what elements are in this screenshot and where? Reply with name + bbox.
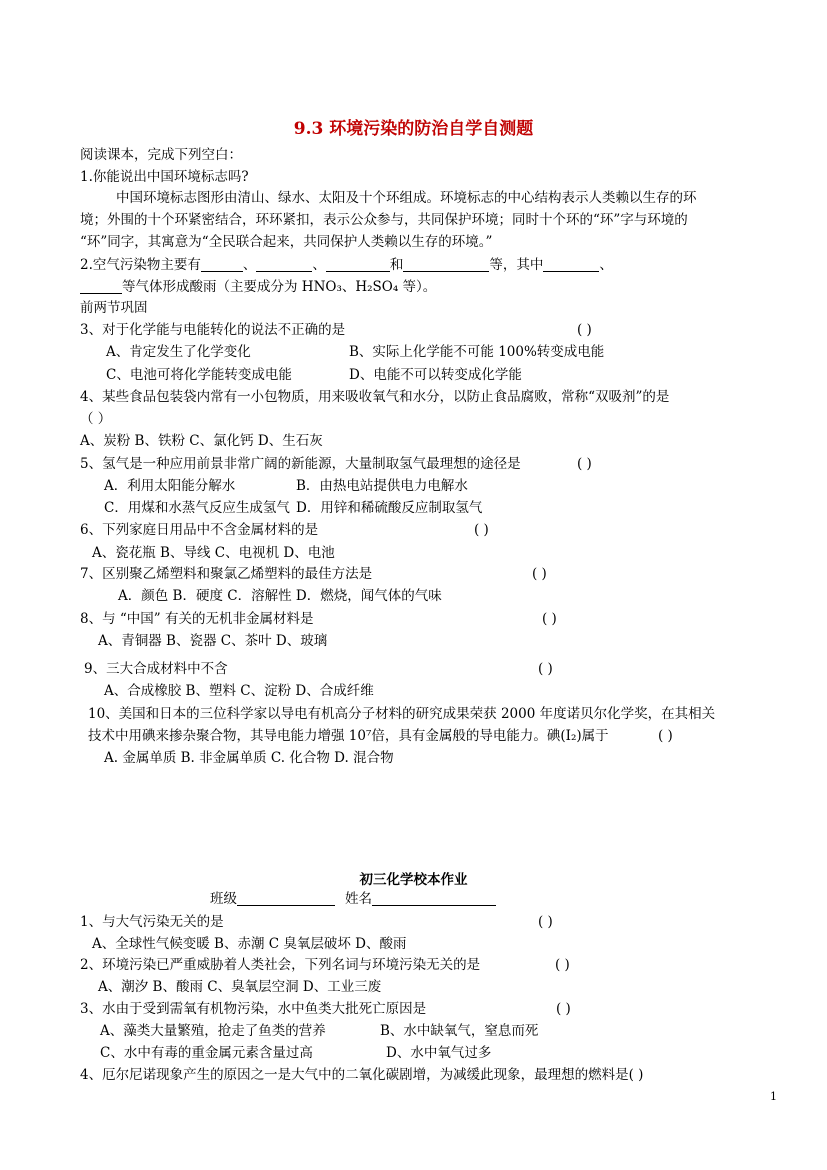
- question-5: 5、氢气是一种应用前景非常广阔的新能源，大量制取氢气最理想的途径是: [80, 456, 521, 472]
- answer-paren-9[interactable]: ( ): [538, 661, 553, 677]
- options-8: A、青铜器 B、瓷器 C、茶叶 D、玻璃: [98, 633, 328, 649]
- option-3d: D、电能不可以转变成化学能: [349, 367, 522, 383]
- option-5a: A．利用太阳能分解水: [104, 478, 236, 494]
- separator: 、: [599, 257, 613, 273]
- question-2-text-b: 等，其中: [489, 257, 544, 273]
- paragraph-line-1: 中国环境标志图形由清山、绿水、太阳及十个环组成。环境标志的中心结构表示人类赖以生存的环: [116, 190, 697, 206]
- homework-question-4: 4、厄尔尼诺现象产生的原因之一是大气中的二氧化碳剧增，为减缓此现象，最理想的燃料是( ): [80, 1067, 644, 1083]
- question-3: 3、对于化学能与电能转化的说法不正确的是: [80, 322, 346, 338]
- blank-6[interactable]: [80, 279, 122, 294]
- answer-paren-10[interactable]: ( ): [658, 728, 673, 744]
- page-number: 1: [770, 1090, 777, 1103]
- intro-text: 阅读课本，完成下列空白：: [80, 147, 242, 163]
- paragraph-line-3: “环”同字，其寓意为“全民联合起来，共同保护人类赖以生存的环境。”: [80, 234, 493, 250]
- question-2: [80, 256, 613, 274]
- blank-2[interactable]: [256, 257, 312, 272]
- homework-options-1: A、全球性气候变暖 B、赤潮 C 臭氧层破坏 D、酸雨: [92, 936, 407, 952]
- question-2-text: 2.空气污染物主要有: [80, 257, 201, 273]
- name-label: 姓名: [345, 891, 372, 907]
- homework-title: 初三化学校本作业: [359, 872, 468, 888]
- homework-options-2: A、潮汐 B、酸雨 C、臭氧层空洞 D、工业三废: [98, 979, 382, 995]
- separator: 、: [312, 257, 326, 273]
- homework-option-3b: B、水中缺氧气，窒息而死: [380, 1023, 539, 1039]
- separator: 、: [242, 257, 257, 273]
- option-5c: C．用煤和水蒸气反应生成氢气: [104, 500, 290, 516]
- option-5d: D．用锌和稀硫酸反应制取氢气: [296, 500, 483, 516]
- blank-5[interactable]: [543, 257, 599, 272]
- option-3b: B、实际上化学能不可能 100%转变成电能: [349, 344, 605, 360]
- answer-paren-7[interactable]: ( ): [532, 566, 547, 582]
- option-3a: A、肯定发生了化学变化: [106, 344, 251, 360]
- page-title: 9.3 环境污染的防治自学自测题: [293, 119, 534, 139]
- question-1: 1.你能说出中国环境标志吗?: [80, 169, 249, 185]
- question-10-line-2: 技术中用碘来掺杂聚合物，其导电能力增强 10⁷倍，具有金属般的导电能力。碘(I₂)属于: [88, 728, 609, 744]
- question-10-line-1: 10、美国和日本的三位科学家以导电有机高分子材料的研究成果荣获 2000 年度诺贝尔化学奖，在其相关: [88, 706, 716, 722]
- blank-3[interactable]: [326, 257, 390, 272]
- conjunction: 和: [389, 257, 404, 273]
- question-2-continued: [80, 278, 436, 296]
- paragraph-line-2: 境；外围的十个环紧密结合，环环紧扣，表示公众参与，共同保护环境；同时十个环的“环”字与环境的: [80, 212, 688, 228]
- blank-1[interactable]: [201, 257, 243, 272]
- answer-paren-3[interactable]: ( ): [577, 322, 592, 338]
- name-field[interactable]: [372, 891, 496, 906]
- answer-paren-8[interactable]: ( ): [542, 611, 557, 627]
- question-9: 9、三大合成材料中不含: [84, 661, 228, 677]
- answer-paren-5[interactable]: ( ): [577, 456, 592, 472]
- options-7: A．颜色 B．硬度 C．溶解性 D．燃烧，闻气体的气味: [118, 588, 442, 604]
- option-5b: B．由热电站提供电力电解水: [296, 478, 468, 494]
- section-review: 前两节巩固: [80, 300, 148, 316]
- options-9: A、合成橡胶 B、塑料 C、淀粉 D、合成纤维: [104, 683, 374, 699]
- blank-4[interactable]: [403, 257, 489, 272]
- question-8: 8、与 “中国” 有关的无机非金属材料是: [80, 611, 314, 627]
- options-6: A、瓷花瓶 B、导线 C、电视机 D、电池: [92, 545, 335, 561]
- homework-option-3c: C、水中有毒的重金属元素含量过高: [100, 1045, 313, 1061]
- option-3c: C、电池可将化学能转变成电能: [106, 367, 292, 383]
- homework-answer-paren-3[interactable]: ( ): [556, 1001, 571, 1017]
- options-10: A. 金属单质 B. 非金属单质 C. 化合物 D. 混合物: [104, 750, 394, 766]
- homework-option-3a: A、藻类大量繁殖，抢走了鱼类的营养: [100, 1023, 326, 1039]
- question-2-text-c: 等气体形成酸雨（主要成分为 HNO₃、H₂SO₄ 等）。: [122, 279, 437, 295]
- homework-question-3: 3、水由于受到需氧有机物污染，水中鱼类大批死亡原因是: [80, 1001, 427, 1017]
- options-4: A、炭粉 B、铁粉 C、氯化钙 D、生石灰: [80, 433, 323, 449]
- question-6: 6、下列家庭日用品中不含金属材料的是: [80, 522, 319, 538]
- homework-answer-paren-2[interactable]: ( ): [555, 957, 570, 973]
- answer-paren-4[interactable]: （ ）: [80, 411, 112, 427]
- homework-option-3d: D、水中氧气过多: [386, 1045, 492, 1061]
- homework-question-2: 2、环境污染已严重威胁着人类社会，下列名词与环境污染无关的是: [80, 957, 481, 973]
- answer-paren-6[interactable]: ( ): [474, 522, 489, 538]
- question-7: 7、区别聚乙烯塑料和聚氯乙烯塑料的最佳方法是: [80, 566, 373, 582]
- class-name-row: [210, 890, 496, 908]
- homework-answer-paren-1[interactable]: ( ): [538, 914, 553, 930]
- class-field[interactable]: [237, 891, 335, 906]
- question-4: 4、某些食品包装袋内常有一小包物质，用来吸收氧气和水分，以防止食品腐败，常称“双吸剂”的是: [80, 389, 670, 405]
- class-label: 班级: [210, 891, 237, 907]
- homework-question-1: 1、与大气污染无关的是: [80, 914, 224, 930]
